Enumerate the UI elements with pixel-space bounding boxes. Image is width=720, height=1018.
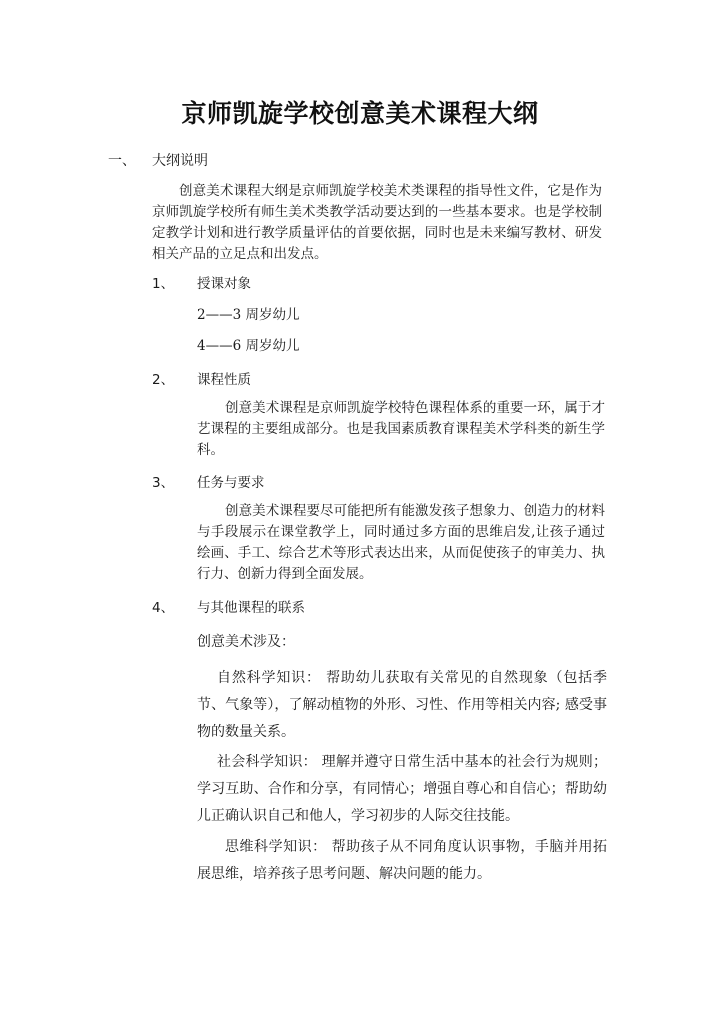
- subsection-number: 1、: [152, 276, 175, 292]
- section-title: 大纲说明: [152, 153, 208, 169]
- nature-paragraph: 创意美术课程是京师凯旋学校特色课程体系的重要一环，属于才艺课程的主要组成部分。也是我国素质教育课程美术学科类的新生学科。: [197, 400, 605, 458]
- section-number: 一、: [108, 153, 136, 169]
- subsection-title: 与其他课程的联系: [197, 600, 305, 616]
- tasks-paragraph: 创意美术课程要尽可能把所有能激发孩子想象力、创造力的材料与手段展示在课堂教学上，同时通过多方面的思维启发,让孩子通过绘画、手工、综合艺术等形式表达出来，从而促使孩子的审美力、执行力、创新力得到全面发展。: [197, 503, 605, 582]
- natural-science-paragraph: 自然科学知识： 帮助幼儿获取有关常见的自然现象（包括季节、气象等），了解动植物的外形、习性、作用等相关内容; 感受事物的数量关系。: [197, 670, 607, 740]
- outline-intro-paragraph: 创意美术课程大纲是京师凯旋学校美术类课程的指导性文件，它是作为京师凯旋学校所有师生美术类教学活动要达到的一些基本要求。也是学校制定教学计划和进行教学质量评估的首要依据，同时也是未来编写教材、研发相关产品的立足点和出发点。: [152, 183, 602, 262]
- social-science-paragraph: 社会科学知识： 理解并遵守日常生活中基本的社会行为规则；学习互助、合作和分享，有同情心；增强自尊心和自信心；帮助幼儿正确认识自己和他人，学习初步的人际交往技能。: [197, 754, 607, 824]
- subsection-title: 课程性质: [197, 372, 251, 388]
- thinking-science-paragraph: 思维科学知识： 帮助孩子从不同角度认识事物，手脑并用拓展思维，培养孩子思考问题、解决问题的能力。: [197, 839, 607, 882]
- subsection-title: 任务与要求: [197, 475, 265, 491]
- audience-item: 4——6 周岁幼儿: [197, 338, 300, 354]
- audience-item: 2——3 周岁幼儿: [197, 307, 300, 323]
- subsection-number: 3、: [152, 475, 175, 491]
- document-title: 京师凯旋学校创意美术课程大纲: [181, 99, 539, 128]
- subsection-number: 4、: [152, 600, 175, 616]
- subsection-number: 2、: [152, 372, 175, 388]
- subsection-title: 授课对象: [197, 276, 251, 292]
- relations-lead: 创意美术涉及：: [197, 634, 295, 650]
